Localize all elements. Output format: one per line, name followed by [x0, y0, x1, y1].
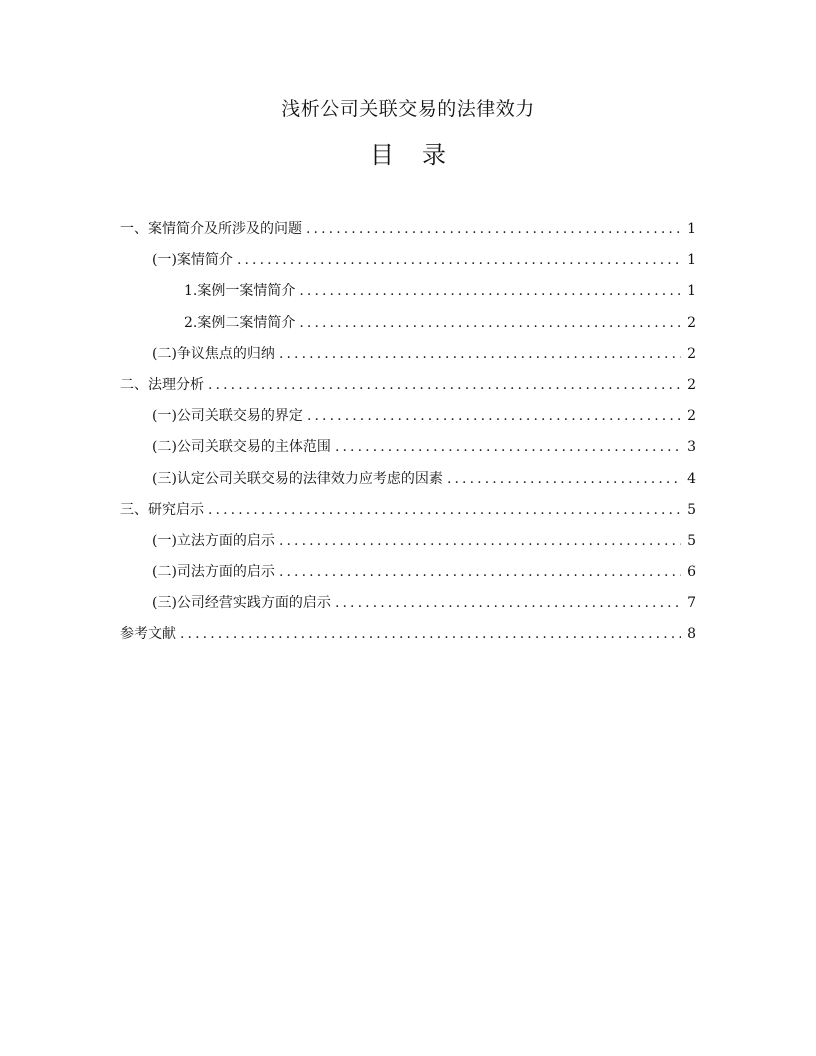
- toc-dot-leader: [279, 531, 681, 551]
- toc-entry-label: 参考文献: [120, 626, 176, 643]
- toc-entry-label: (二)公司关联交易的主体范围: [152, 439, 331, 456]
- toc-dot-leader: [447, 469, 681, 489]
- toc-dot-leader: [335, 593, 681, 613]
- toc-dot-leader: [299, 313, 681, 333]
- toc-dot-leader: [299, 281, 681, 301]
- toc-entry-label: 三、研究启示: [120, 501, 204, 518]
- toc-entry-label: 2.案例二案情简介: [184, 314, 296, 331]
- toc-dot-leader: [335, 437, 681, 457]
- table-of-contents: [120, 219, 696, 656]
- toc-heading: 目录: [370, 141, 474, 169]
- toc-entry[interactable]: [120, 344, 696, 375]
- toc-dot-leader: [279, 562, 681, 582]
- toc-entry[interactable]: [120, 313, 696, 344]
- toc-page-number: 1: [687, 221, 696, 237]
- toc-dot-leader: [208, 500, 681, 520]
- toc-page-number: 6: [687, 564, 696, 581]
- toc-entry-label: 一、案情简介及所涉及的问题: [120, 221, 302, 237]
- toc-page-number: 2: [687, 314, 696, 331]
- toc-dot-leader: [279, 344, 681, 364]
- toc-entry-label: (二)争议焦点的归纳: [152, 345, 275, 362]
- document-title: 浅析公司关联交易的法律效力: [281, 98, 535, 120]
- toc-page-number: 7: [687, 595, 696, 612]
- toc-entry-label: (一)公司关联交易的界定: [152, 408, 303, 425]
- toc-entry[interactable]: [120, 531, 696, 562]
- toc-dot-leader: [307, 406, 681, 426]
- toc-entry[interactable]: [120, 281, 696, 312]
- toc-page-number: 2: [687, 408, 696, 425]
- toc-entry[interactable]: [120, 593, 696, 624]
- toc-entry[interactable]: [120, 406, 696, 437]
- toc-page-number: 2: [687, 345, 696, 362]
- toc-entry[interactable]: [120, 219, 696, 250]
- toc-entry[interactable]: [120, 437, 696, 468]
- toc-page-number: 5: [687, 501, 696, 518]
- toc-entry-label: (一)立法方面的启示: [152, 532, 275, 549]
- toc-entry-label: (三)公司经营实践方面的启示: [152, 595, 331, 612]
- toc-page-number: 1: [687, 252, 696, 269]
- toc-entry-label: (三)认定公司关联交易的法律效力应考虑的因素: [152, 470, 443, 487]
- toc-page-number: 8: [687, 626, 696, 643]
- toc-entry[interactable]: [120, 469, 696, 500]
- toc-entry[interactable]: [120, 500, 696, 531]
- toc-page-number: 1: [687, 283, 696, 300]
- toc-entry[interactable]: [120, 624, 696, 655]
- toc-entry-label: (二)司法方面的启示: [152, 564, 275, 581]
- toc-entry-label: 1.案例一案情简介: [184, 283, 296, 300]
- toc-dot-leader: [237, 250, 681, 270]
- toc-page-number: 3: [687, 439, 696, 456]
- toc-entry-label: (一)案情简介: [152, 252, 233, 269]
- toc-dot-leader: [208, 375, 681, 395]
- toc-dot-leader: [180, 624, 681, 644]
- toc-entry[interactable]: [120, 250, 696, 281]
- toc-page-number: 4: [687, 470, 696, 487]
- toc-page-number: 2: [687, 376, 696, 393]
- toc-entry-label: 二、法理分析: [120, 376, 204, 393]
- toc-page-number: 5: [687, 532, 696, 549]
- toc-entry[interactable]: [120, 375, 696, 406]
- toc-entry[interactable]: [120, 562, 696, 593]
- toc-dot-leader: [306, 219, 681, 239]
